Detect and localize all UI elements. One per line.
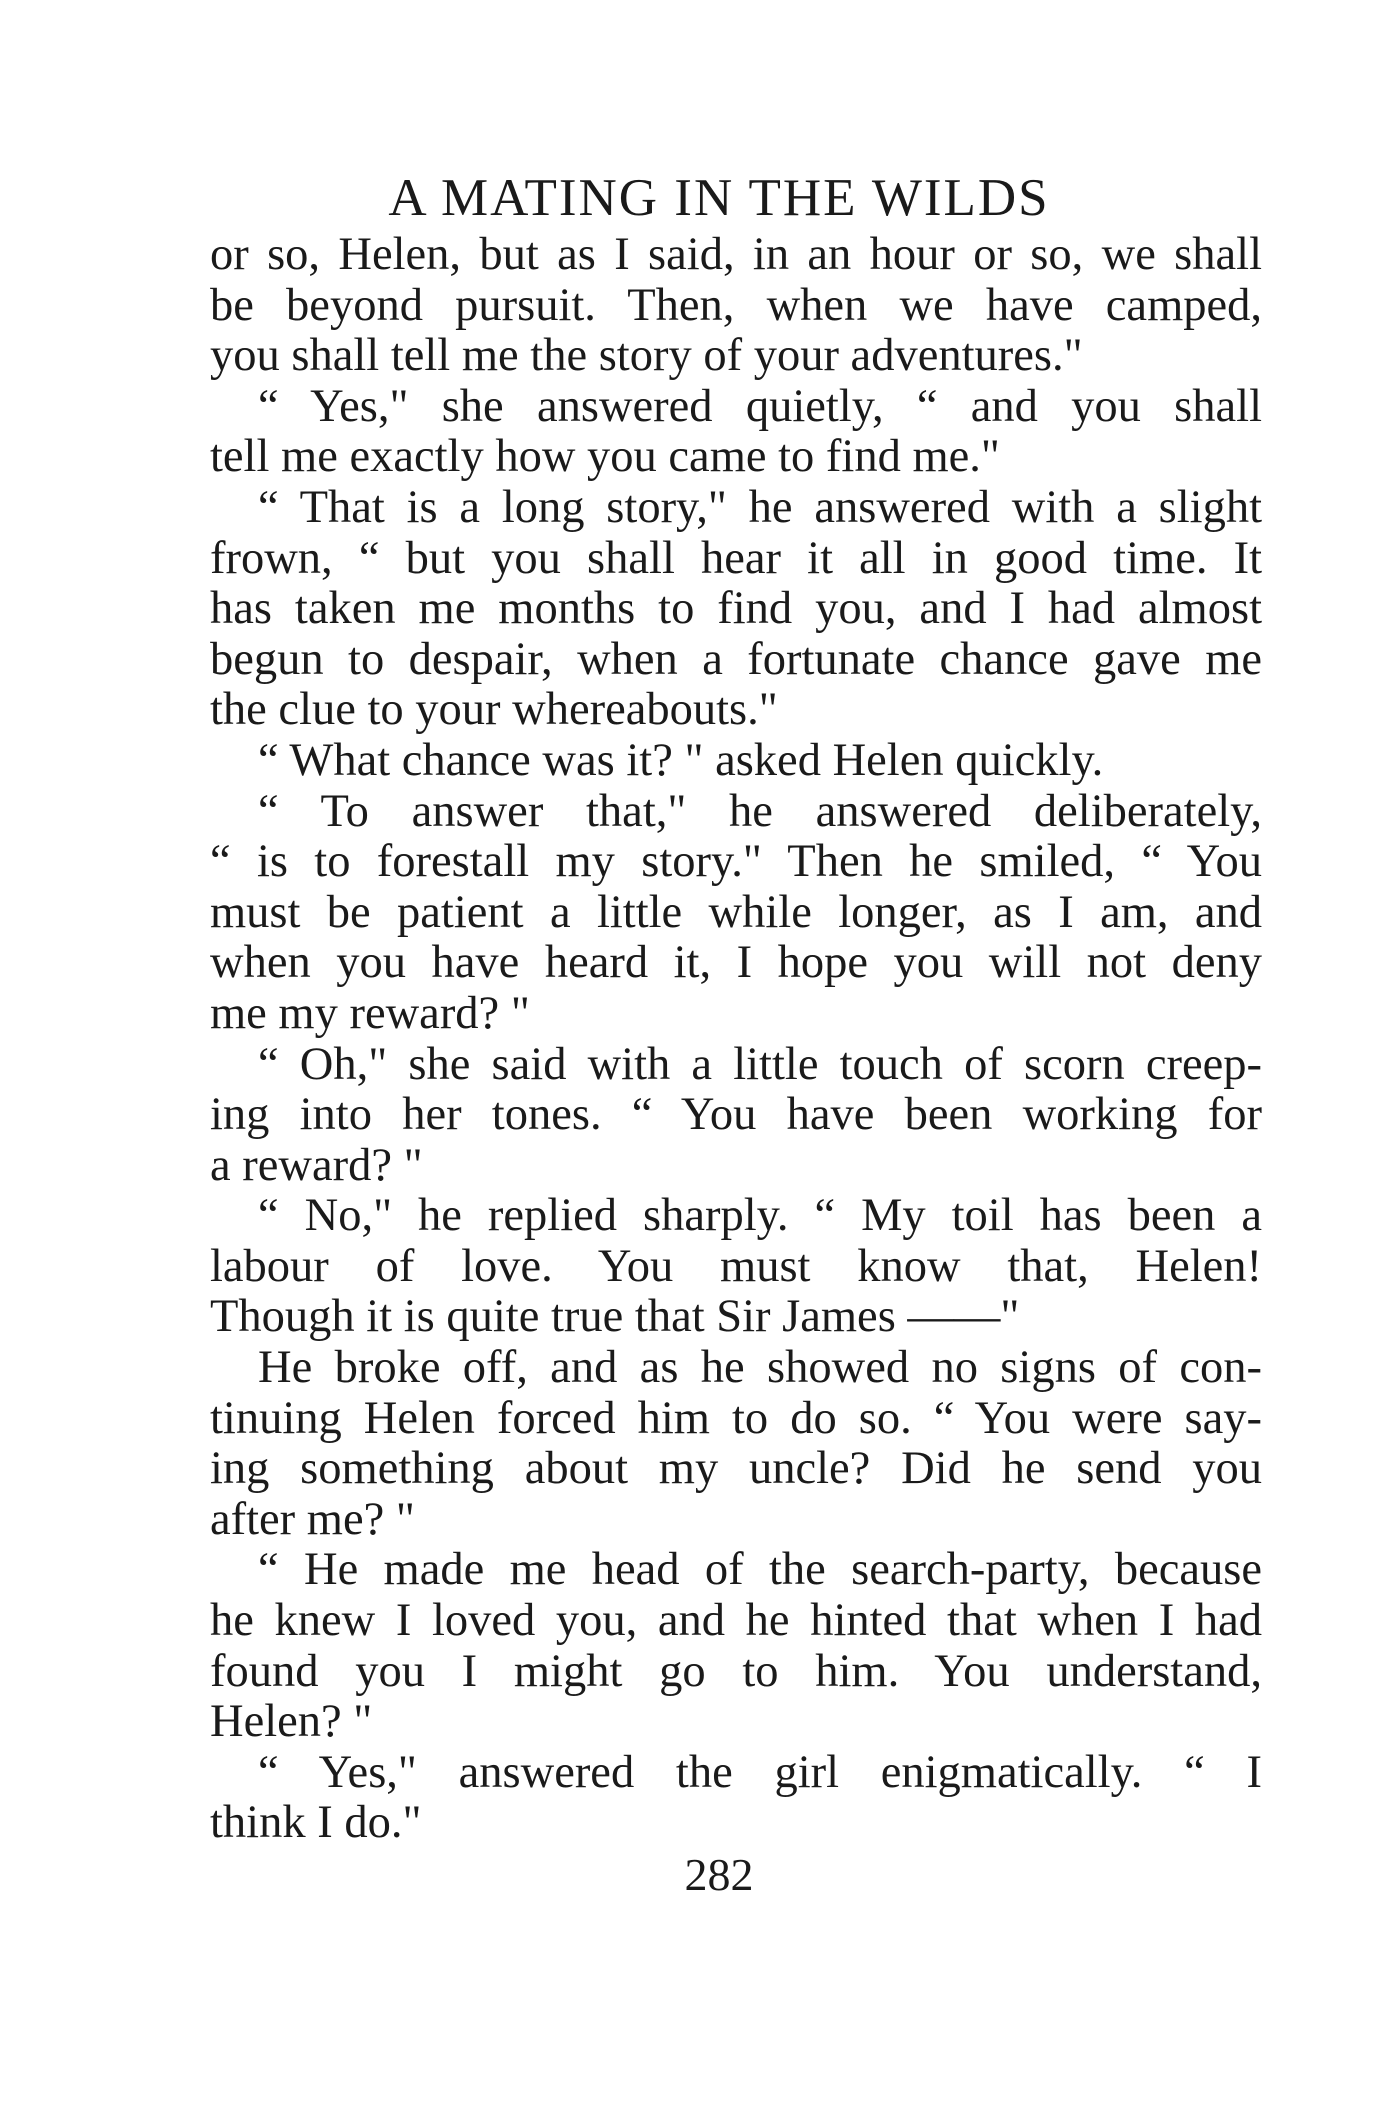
text-line: Helen? "	[210, 1696, 373, 1748]
text-line: tell me exactly how you came to find me."	[210, 431, 1000, 483]
text-line: or so, Helen, but as I said, in an hour or so, we shall	[210, 229, 1262, 280]
text-line: “ Oh," she said with a little touch of scorn creep-	[258, 1038, 1262, 1090]
text-line: “ To answer that," he answered deliberately,	[258, 785, 1262, 837]
text-line: “ is to forestall my story." Then he smiled, “ You	[210, 836, 1262, 888]
text-line: after me? "	[210, 1493, 415, 1545]
text-line: Though it is quite true that Sir James ——"	[210, 1291, 1020, 1343]
text-line: a reward? "	[210, 1139, 423, 1191]
running-head: A MATING IN THE WILDS	[388, 169, 1050, 227]
text-line: the clue to your whereabouts."	[210, 684, 778, 736]
body-text	[210, 230, 1262, 1849]
text-line: must be patient a little while longer, as I am, and	[210, 886, 1262, 938]
text-line: ing into her tones. “ You have been working for	[210, 1089, 1262, 1141]
text-line: “ What chance was it? " asked Helen quickly.	[258, 734, 1104, 786]
text-line: “ No," he replied sharply. “ My toil has been a	[258, 1190, 1262, 1242]
text-line: He broke off, and as he showed no signs of con-	[258, 1342, 1262, 1394]
page-number: 282	[684, 1849, 754, 1900]
text-line: ing something about my uncle? Did he send you	[210, 1443, 1262, 1495]
text-line: he knew I loved you, and he hinted that when I had	[210, 1595, 1262, 1647]
text-line: you shall tell me the story of your adventures."	[210, 330, 1083, 382]
text-line: tinuing Helen forced him to do so. “ You were say-	[210, 1392, 1262, 1444]
text-line: has taken me months to find you, and I had almost	[210, 583, 1262, 635]
text-line: “ Yes," she answered quietly, “ and you shall	[258, 380, 1262, 432]
text-line: found you I might go to him. You understand,	[210, 1645, 1262, 1697]
text-line: me my reward? "	[210, 987, 530, 1039]
text-line: “ Yes," answered the girl enigmatically. “ I	[258, 1746, 1262, 1798]
text-line: “ That is a long story," he answered with a slight	[258, 481, 1262, 533]
text-line: begun to despair, when a fortunate chance gave me	[210, 633, 1262, 685]
text-line: frown, “ but you shall hear it all in good time. It	[210, 532, 1262, 584]
text-line: labour of love. You must know that, Helen!	[210, 1240, 1262, 1292]
text-line: “ He made me head of the search-party, because	[258, 1544, 1262, 1596]
text-line: be beyond pursuit. Then, when we have camped,	[210, 279, 1262, 331]
text-line: when you have heard it, I hope you will not deny	[210, 937, 1262, 989]
text-line: think I do."	[210, 1797, 422, 1849]
